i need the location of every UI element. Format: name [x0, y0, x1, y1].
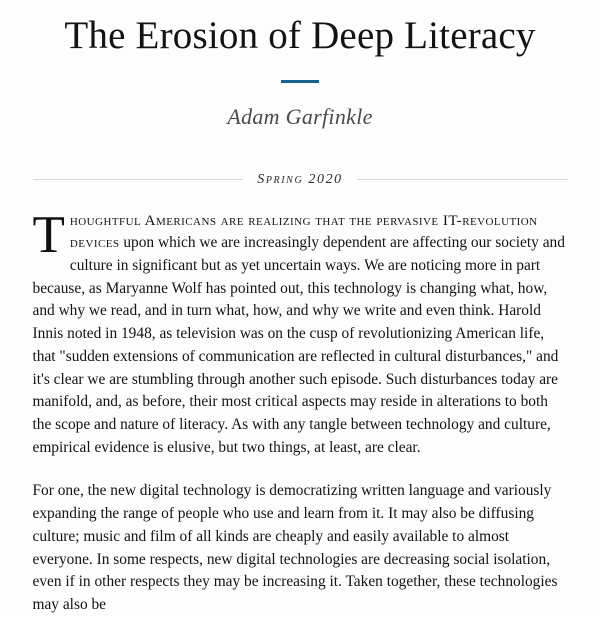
lede-paragraph	[32, 205, 568, 460]
body-paragraph-second: For one, the new digital technology is democratizing written language and variously expanding the range of people who use and learn from it. It may also be diffusing culture; music and film of all kinds are cheaply and easily available to almost everyone. In some respects, new digital technologies are decreasing social isolation, even if in other respects they may be increasing it. Taken together, these technologies may also be	[32, 482, 558, 613]
article-header	[0, 0, 600, 188]
dateline-rule-left	[33, 179, 244, 180]
lede-body-text: upon which we are increasingly dependent are affecting our society and culture in significant but as yet uncertain ways. We are noticing more in part because, as Maryanne Wolf has pointed out, this technology is changing what, how, and why we read, and in turn what, how, and why we write and even think. Harold Innis noted in 1948, as television was on the cusp of revolutionizing American life, that "sudden extensions of communication are reflected in cultural disturbances," and it's clear we are stumbling through another such episode. Such disturbances today are manifold, and, as before, their most critical aspects may reside in alterations to both the scope and nature of literacy. As with any tangle between technology and culture, empirical evidence is elusive, but two things, at least, are clear.	[32, 234, 565, 456]
title-divider-wrap	[0, 80, 600, 83]
title-accent-divider	[281, 80, 319, 83]
drop-cap: T	[32, 205, 65, 264]
author-byline: Adam Garfinkle	[227, 103, 373, 129]
dateline-rule-right	[357, 179, 568, 180]
dateline	[33, 172, 568, 188]
page-title: The Erosion of Deep Literacy	[64, 14, 536, 57]
lede-opening-small-caps: houghtful Americans are realizing that the pervasive IT-revolution devices	[69, 211, 538, 252]
article-body	[32, 205, 568, 617]
dateline-text: Spring 2020	[257, 171, 343, 187]
